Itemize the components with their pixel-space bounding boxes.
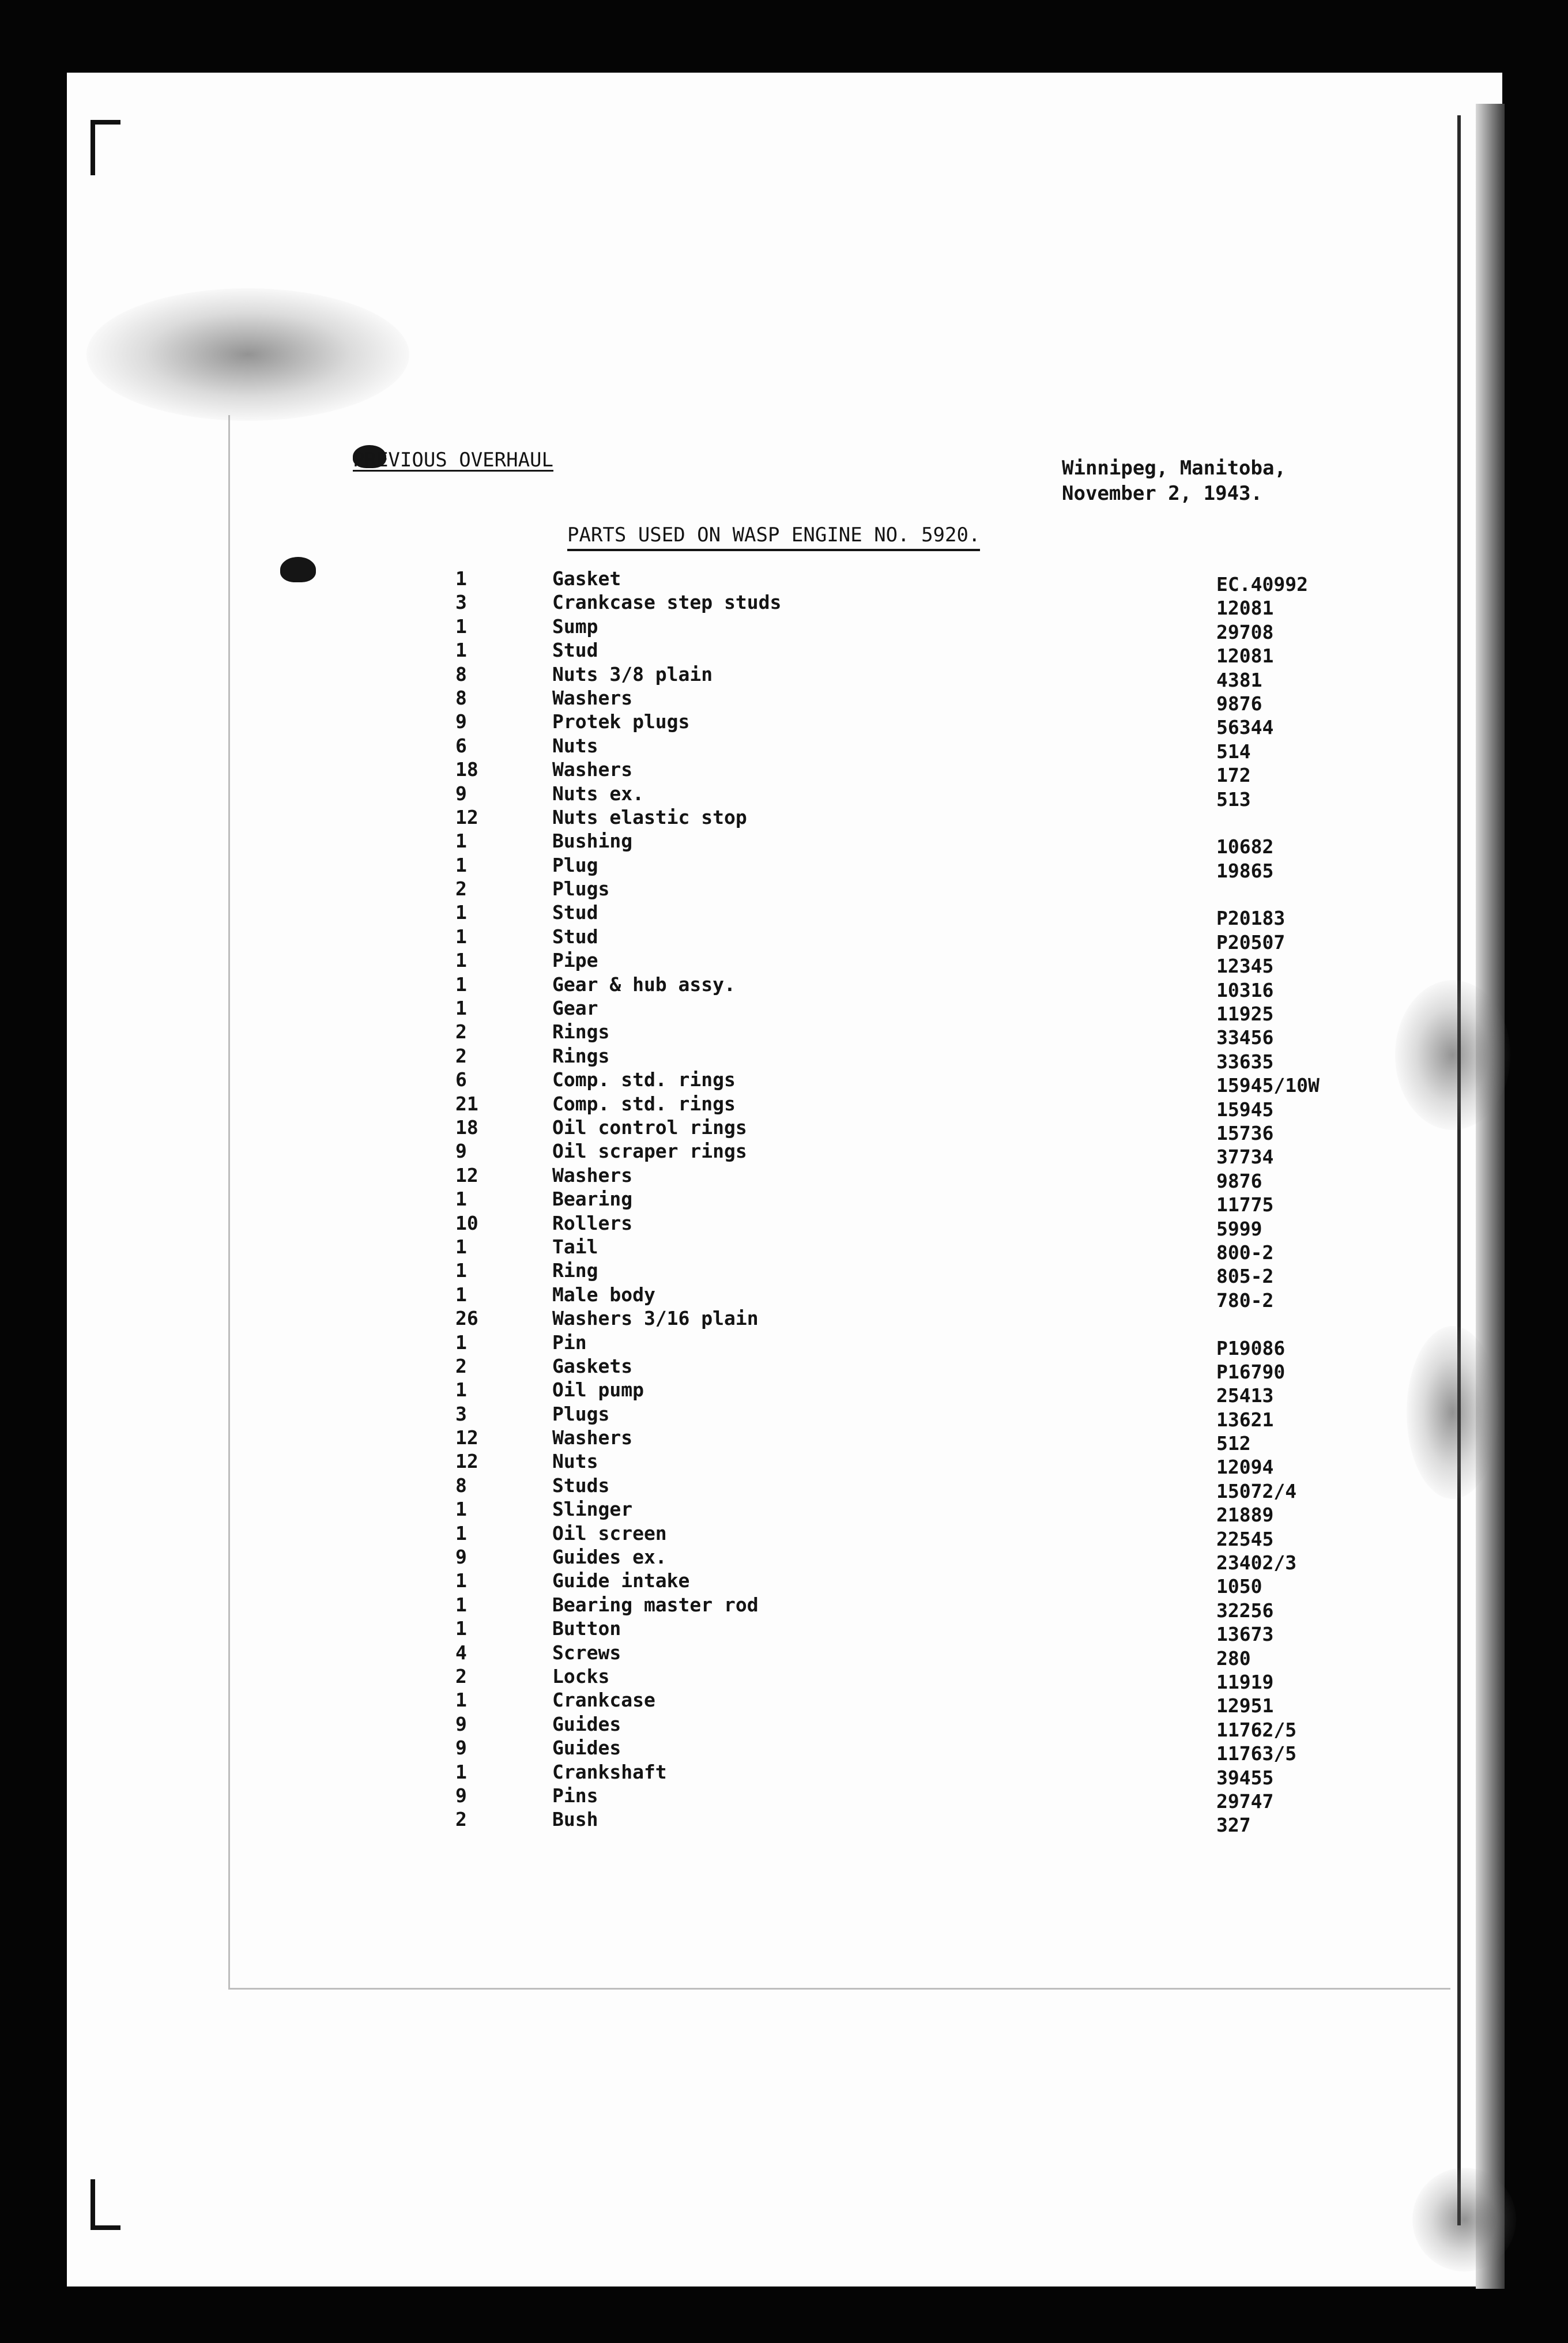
parts-row xyxy=(455,1331,1343,1359)
part-description: Washers xyxy=(552,758,633,781)
part-quantity: 1 xyxy=(455,1188,467,1211)
part-number: 13621 xyxy=(1216,1408,1274,1431)
part-number: 9876 xyxy=(1216,1169,1262,1192)
part-quantity: 26 xyxy=(455,1307,478,1330)
part-number: 10682 xyxy=(1216,835,1274,858)
part-description: Stud xyxy=(552,901,598,924)
part-quantity: 9 xyxy=(455,1784,467,1807)
part-number: 23402/3 xyxy=(1216,1551,1297,1574)
part-description: Bush xyxy=(552,1808,598,1831)
part-description: Bearing master rod xyxy=(552,1593,759,1616)
part-number: 514 xyxy=(1216,740,1251,763)
part-number: EC.40992 xyxy=(1216,573,1308,596)
parts-row xyxy=(455,1211,1343,1240)
parts-row xyxy=(455,1617,1343,1646)
part-quantity: 2 xyxy=(455,1664,467,1687)
part-description: Protek plugs xyxy=(552,710,690,733)
part-quantity: 9 xyxy=(455,1736,467,1760)
part-description: Nuts xyxy=(552,1450,598,1473)
part-number: 12081 xyxy=(1216,645,1274,668)
part-quantity: 1 xyxy=(455,1283,467,1306)
part-quantity: 2 xyxy=(455,1044,467,1067)
part-description: Oil screen xyxy=(552,1521,667,1545)
parts-row xyxy=(455,1784,1343,1813)
part-number: 10316 xyxy=(1216,978,1274,1001)
part-number: 11925 xyxy=(1216,1003,1274,1026)
part-description: Pins xyxy=(552,1784,598,1807)
parts-row xyxy=(455,686,1343,715)
smudge-mark xyxy=(1407,1326,1499,1499)
part-number: 15736 xyxy=(1216,1121,1274,1144)
smudge-mark xyxy=(1395,980,1510,1130)
part-quantity: 3 xyxy=(455,1402,467,1425)
part-description: Screws xyxy=(552,1641,621,1664)
part-quantity: 12 xyxy=(455,1426,478,1449)
part-number: 22545 xyxy=(1216,1527,1274,1550)
part-quantity: 1 xyxy=(455,853,467,876)
part-quantity: 6 xyxy=(455,734,467,757)
part-number: 12345 xyxy=(1216,955,1274,978)
part-description: Stud xyxy=(552,925,598,948)
part-description: Crankcase xyxy=(552,1689,655,1712)
part-quantity: 1 xyxy=(455,1617,467,1640)
part-quantity: 8 xyxy=(455,1474,467,1497)
part-number: P19086 xyxy=(1216,1336,1286,1359)
parts-row xyxy=(455,567,1343,596)
parts-row xyxy=(455,1140,1343,1169)
part-description: Oil control rings xyxy=(552,1116,747,1139)
parts-row xyxy=(455,1402,1343,1431)
part-quantity: 9 xyxy=(455,782,467,805)
parts-row xyxy=(455,1283,1343,1312)
part-description: Guides xyxy=(552,1712,621,1735)
part-quantity: 1 xyxy=(455,1689,467,1712)
part-quantity: 1 xyxy=(455,973,467,996)
parts-row xyxy=(455,1546,1343,1574)
right-edge-shadow xyxy=(1476,104,1505,2289)
part-quantity: 3 xyxy=(455,591,467,614)
fold-line-bottom xyxy=(228,1988,1450,1990)
parts-row xyxy=(455,949,1343,978)
parts-row xyxy=(455,615,1343,643)
part-number: 172 xyxy=(1216,764,1251,787)
parts-row xyxy=(455,1020,1343,1049)
parts-row xyxy=(455,1354,1343,1383)
part-quantity: 2 xyxy=(455,877,467,901)
part-number: 280 xyxy=(1216,1647,1251,1670)
part-number: P20507 xyxy=(1216,931,1286,954)
parts-row xyxy=(455,1498,1343,1527)
part-description: Washers xyxy=(552,1163,633,1186)
parts-row xyxy=(455,1450,1343,1479)
parts-row xyxy=(455,1474,1343,1502)
part-number: 805-2 xyxy=(1216,1265,1274,1288)
part-number: 12081 xyxy=(1216,597,1274,620)
part-description: Washers xyxy=(552,1426,633,1449)
right-margin-line xyxy=(1457,115,1461,2225)
part-description: Slinger xyxy=(552,1498,633,1521)
part-description: Tail xyxy=(552,1235,598,1258)
crop-mark-top-left xyxy=(91,120,120,175)
part-quantity: 2 xyxy=(455,1808,467,1831)
location-text: Winnipeg, Manitoba, xyxy=(1062,457,1286,480)
parts-row xyxy=(455,758,1343,787)
part-quantity: 18 xyxy=(455,1116,478,1139)
part-number: 37734 xyxy=(1216,1146,1274,1169)
part-quantity: 2 xyxy=(455,1354,467,1377)
parts-row xyxy=(455,1307,1343,1331)
parts-row xyxy=(455,1378,1343,1407)
part-quantity: 9 xyxy=(455,1546,467,1569)
part-quantity: 6 xyxy=(455,1068,467,1091)
part-description: Rollers xyxy=(552,1211,633,1234)
part-number: 11763/5 xyxy=(1216,1742,1297,1765)
part-description: Oil pump xyxy=(552,1378,644,1402)
parts-row xyxy=(455,1736,1343,1765)
part-description: Locks xyxy=(552,1664,610,1687)
document-title: PARTS USED ON WASP ENGINE NO. 5920. xyxy=(567,523,980,551)
part-number: 5999 xyxy=(1216,1217,1262,1240)
part-quantity: 1 xyxy=(455,567,467,590)
parts-row xyxy=(455,1188,1343,1216)
part-quantity: 12 xyxy=(455,1450,478,1473)
part-number: 512 xyxy=(1216,1432,1251,1455)
part-quantity: 2 xyxy=(455,1020,467,1044)
fold-line-left xyxy=(228,415,230,1989)
part-quantity: 10 xyxy=(455,1211,478,1234)
parts-row xyxy=(455,1259,1343,1288)
parts-row xyxy=(455,806,1343,830)
part-description: Gear & hub assy. xyxy=(552,973,736,996)
part-number: 9876 xyxy=(1216,692,1262,715)
parts-row xyxy=(455,782,1343,811)
parts-row xyxy=(455,1689,1343,1717)
part-description: Nuts xyxy=(552,734,598,757)
part-description: Male body xyxy=(552,1283,655,1306)
place-date-block xyxy=(1062,455,1286,506)
part-quantity: 1 xyxy=(455,1521,467,1545)
parts-row xyxy=(455,1712,1343,1741)
part-description: Gaskets xyxy=(552,1354,633,1377)
parts-row xyxy=(455,662,1343,691)
part-description: Nuts 3/8 plain xyxy=(552,662,713,685)
parts-row xyxy=(455,1760,1343,1789)
part-description: Rings xyxy=(552,1044,610,1067)
part-quantity: 1 xyxy=(455,615,467,638)
part-description: Sump xyxy=(552,615,598,638)
part-number: 12951 xyxy=(1216,1694,1274,1717)
part-description: Button xyxy=(552,1617,621,1640)
part-description: Nuts elastic stop xyxy=(552,805,747,828)
part-description: Washers 3/16 plain xyxy=(552,1307,759,1330)
part-number: 33456 xyxy=(1216,1026,1274,1049)
parts-row xyxy=(455,639,1343,668)
part-quantity: 1 xyxy=(455,997,467,1020)
parts-row xyxy=(455,877,1343,901)
parts-row xyxy=(455,734,1343,763)
parts-row xyxy=(455,1068,1343,1097)
part-quantity: 1 xyxy=(455,830,467,853)
part-quantity: 1 xyxy=(455,1378,467,1402)
part-number: 327 xyxy=(1216,1814,1251,1837)
part-description: Plugs xyxy=(552,877,610,901)
part-quantity: 8 xyxy=(455,686,467,709)
part-number: 11919 xyxy=(1216,1670,1274,1693)
part-number: 1050 xyxy=(1216,1575,1262,1598)
part-description: Comp. std. rings xyxy=(552,1068,736,1091)
part-description: Guides xyxy=(552,1736,621,1760)
part-description: Plugs xyxy=(552,1402,610,1425)
date-text: November 2, 1943. xyxy=(1062,482,1262,505)
smudge-mark xyxy=(1412,2168,1516,2272)
part-quantity: 8 xyxy=(455,662,467,685)
parts-row xyxy=(455,1569,1343,1598)
parts-row xyxy=(455,925,1343,954)
part-quantity: 12 xyxy=(455,1163,478,1186)
part-description: Guide intake xyxy=(552,1569,690,1592)
part-description: Ring xyxy=(552,1259,598,1282)
part-number: 11775 xyxy=(1216,1193,1274,1216)
parts-row xyxy=(455,1808,1343,1837)
part-quantity: 12 xyxy=(455,805,478,828)
part-description: Bearing xyxy=(552,1188,633,1211)
part-description: Comp. std. rings xyxy=(552,1092,736,1115)
part-description: Stud xyxy=(552,639,598,662)
parts-row xyxy=(455,997,1343,1026)
parts-row xyxy=(455,1426,1343,1455)
part-number: 513 xyxy=(1216,788,1251,811)
part-quantity: 1 xyxy=(455,1259,467,1282)
parts-row xyxy=(455,1044,1343,1073)
part-quantity: 21 xyxy=(455,1092,478,1115)
smudge-mark xyxy=(86,288,409,421)
part-number: 800-2 xyxy=(1216,1241,1274,1264)
part-number: 33635 xyxy=(1216,1050,1274,1073)
part-number: 15945 xyxy=(1216,1098,1274,1121)
part-number: 4381 xyxy=(1216,668,1262,691)
part-description: Plug xyxy=(552,853,598,876)
part-quantity: 1 xyxy=(455,901,467,924)
parts-row xyxy=(455,973,1343,1001)
parts-row xyxy=(455,591,1343,620)
part-quantity: 1 xyxy=(455,1569,467,1592)
part-number: 25413 xyxy=(1216,1384,1274,1407)
part-description: Guides ex. xyxy=(552,1546,667,1569)
previous-overhaul-label: PREVIOUS OVERHAUL xyxy=(353,449,553,472)
part-quantity: 1 xyxy=(455,1760,467,1783)
parts-row xyxy=(455,1641,1343,1670)
part-description: Washers xyxy=(552,686,633,709)
part-description: Rings xyxy=(552,1020,610,1044)
parts-row xyxy=(455,1235,1343,1264)
part-number: 11762/5 xyxy=(1216,1718,1297,1741)
part-quantity: 1 xyxy=(455,1593,467,1616)
part-number: 39455 xyxy=(1216,1766,1274,1789)
crop-mark-bottom-left xyxy=(91,2179,120,2230)
part-quantity: 9 xyxy=(455,710,467,733)
parts-row xyxy=(455,853,1343,882)
parts-row xyxy=(455,710,1343,739)
part-quantity: 18 xyxy=(455,758,478,781)
part-description: Studs xyxy=(552,1474,610,1497)
part-quantity: 1 xyxy=(455,925,467,948)
parts-row xyxy=(455,1163,1343,1192)
part-description: Oil scraper rings xyxy=(552,1140,747,1163)
parts-row xyxy=(455,1593,1343,1622)
part-quantity: 1 xyxy=(455,1498,467,1521)
part-number: 12094 xyxy=(1216,1456,1274,1479)
part-description: Bushing xyxy=(552,830,633,853)
parts-row xyxy=(455,901,1343,930)
part-quantity: 9 xyxy=(455,1140,467,1163)
part-quantity: 1 xyxy=(455,949,467,972)
parts-row xyxy=(455,1664,1343,1693)
parts-row xyxy=(455,1116,1343,1144)
part-number: 15945/10W xyxy=(1216,1074,1320,1097)
part-quantity: 9 xyxy=(455,1712,467,1735)
part-number: 56344 xyxy=(1216,716,1274,739)
part-description: Gear xyxy=(552,997,598,1020)
parts-row xyxy=(455,1092,1343,1121)
part-quantity: 1 xyxy=(455,1331,467,1354)
parts-row xyxy=(455,830,1343,858)
part-description: Pipe xyxy=(552,949,598,972)
parts-list xyxy=(455,567,1343,1837)
part-description: Pin xyxy=(552,1331,587,1354)
part-quantity: 1 xyxy=(455,1235,467,1258)
part-quantity: 4 xyxy=(455,1641,467,1664)
part-description: Nuts ex. xyxy=(552,782,644,805)
part-number: 19865 xyxy=(1216,859,1274,882)
part-number: P16790 xyxy=(1216,1360,1286,1383)
part-number: 13673 xyxy=(1216,1623,1274,1646)
part-number: 780-2 xyxy=(1216,1289,1274,1312)
part-number: 32256 xyxy=(1216,1599,1274,1622)
part-number: P20183 xyxy=(1216,907,1286,930)
part-number: 29708 xyxy=(1216,620,1274,643)
part-description: Gasket xyxy=(552,567,621,590)
part-quantity: 1 xyxy=(455,639,467,662)
part-number: 15072/4 xyxy=(1216,1479,1297,1502)
part-description: Crankshaft xyxy=(552,1760,667,1783)
part-number: 21889 xyxy=(1216,1504,1274,1527)
hole-punch-mark xyxy=(280,557,316,582)
part-number: 29747 xyxy=(1216,1790,1274,1813)
part-description: Crankcase step studs xyxy=(552,591,782,614)
parts-row xyxy=(455,1521,1343,1550)
